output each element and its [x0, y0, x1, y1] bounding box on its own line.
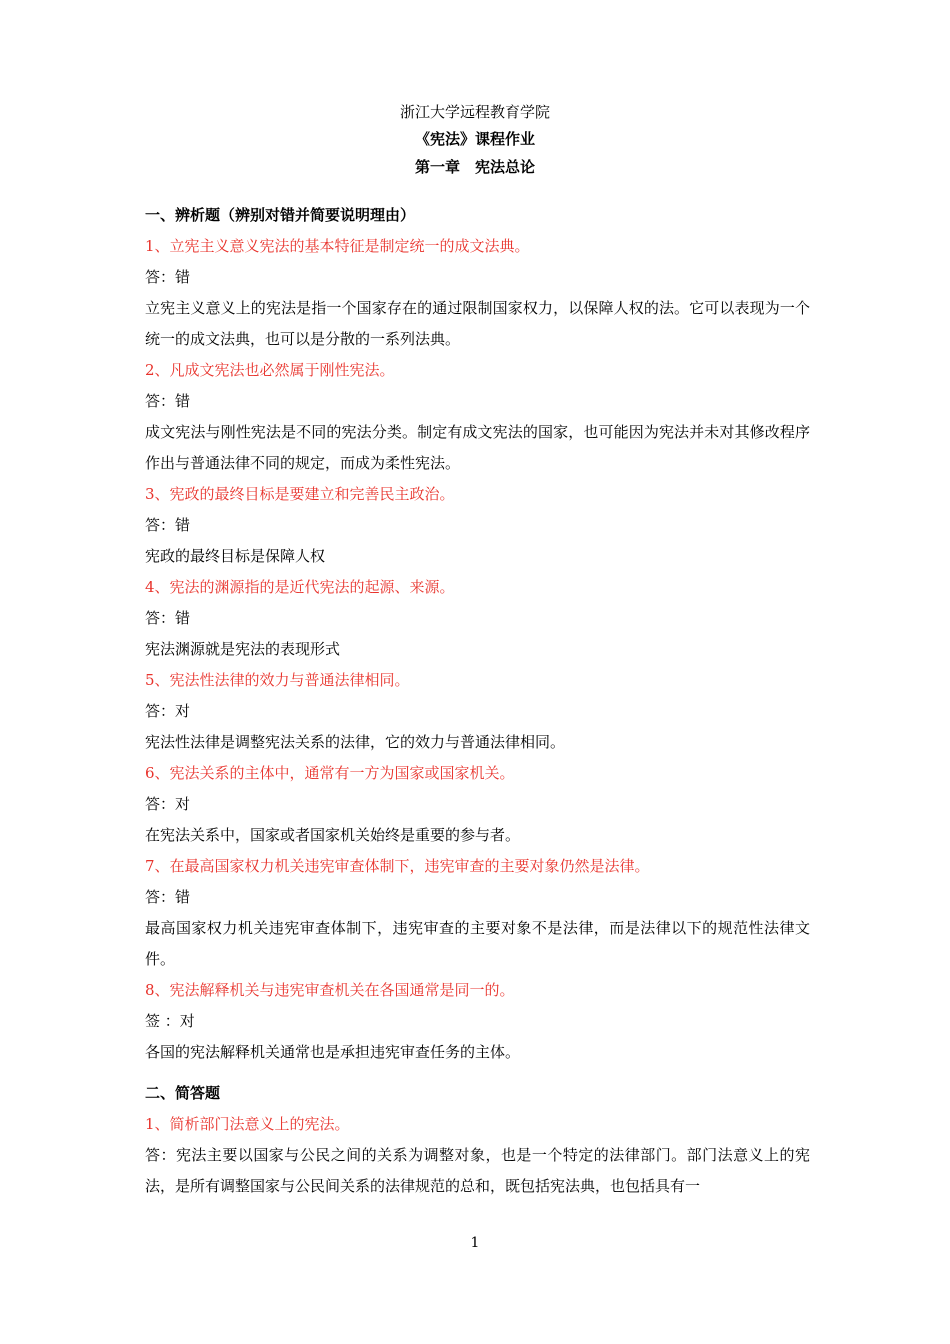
explanation-text: 各国的宪法解释机关通常也是承担违宪审查任务的主体。	[145, 1043, 521, 1061]
question-text: 8、宪法解释机关与违宪审查机关在各国通常是同一的。	[145, 981, 515, 999]
answer-text: 答：错	[145, 888, 191, 906]
answer-text: 答：对	[145, 795, 191, 813]
explanation-text: 宪法性法律是调整宪法关系的法律，它的效力与普通法律相同。	[145, 733, 566, 751]
question-item	[145, 1109, 810, 1202]
question-item	[145, 572, 810, 665]
question-text: 1、立宪主义意义宪法的基本特征是制定统一的成文法典。	[145, 237, 530, 255]
answer-text: 答：对	[145, 702, 191, 720]
explanation-text: 宪法渊源就是宪法的表现形式	[145, 640, 341, 658]
question-text: 3、宪政的最终目标是要建立和完善民主政治。	[145, 485, 455, 503]
section-heading-short-answer: 二、简答题	[145, 1084, 221, 1102]
question-item	[145, 479, 810, 572]
explanation-text: 在宪法关系中，国家或者国家机关始终是重要的参与者。	[145, 826, 521, 844]
explanation-text: 成文宪法与刚性宪法是不同的宪法分类。制定有成文宪法的国家，也可能因为宪法并未对其修改程序作出与普通法律不同的规定，而成为柔性宪法。	[145, 423, 810, 472]
answer-text: 签 ：对	[145, 1012, 195, 1030]
question-text: 6、宪法关系的主体中，通常有一方为国家或国家机关。	[145, 764, 515, 782]
answer-text: 答：错	[145, 392, 191, 410]
question-item	[145, 231, 810, 355]
institution-title: 浙江大学远程教育学院	[399, 103, 550, 121]
answer-text: 答：错	[145, 268, 191, 286]
explanation-text: 立宪主义意义上的宪法是指一个国家存在的通过限制国家权力，以保障人权的法。它可以表现为一个统一的成文法典，也可以是分散的一系列法典。	[145, 299, 810, 348]
document-body	[145, 200, 810, 1202]
chapter-title: 第一章 宪法总论	[414, 158, 535, 176]
question-item	[145, 665, 810, 758]
section-spacer	[145, 1068, 810, 1078]
question-item	[145, 851, 810, 975]
question-item	[145, 975, 810, 1068]
question-text: 1、简析部门法意义上的宪法。	[145, 1115, 350, 1133]
answer-paragraph: 答：宪法主要以国家与公民之间的关系为调整对象，也是一个特定的法律部门。部门法意义上的宪法，是所有调整国家与公民间关系的法律规范的总和，既包括宪法典，也包括具有一	[145, 1146, 810, 1195]
answer-text: 答：错	[145, 516, 191, 534]
question-text: 7、在最高国家权力机关违宪审查体制下，违宪审查的主要对象仍然是法律。	[145, 857, 650, 875]
explanation-text: 宪政的最终目标是保障人权	[145, 547, 326, 565]
question-item	[145, 355, 810, 479]
explanation-text: 最高国家权力机关违宪审查体制下，违宪审查的主要对象不是法律，而是法律以下的规范性法律文件。	[145, 919, 810, 968]
section-heading-analysis: 一、辨析题（辨别对错并简要说明理由）	[145, 206, 416, 224]
question-text: 2、凡成文宪法也必然属于刚性宪法。	[145, 361, 395, 379]
question-item	[145, 758, 810, 851]
question-text: 5、宪法性法律的效力与普通法律相同。	[145, 671, 410, 689]
question-text: 4、宪法的渊源指的是近代宪法的起源、来源。	[145, 578, 455, 596]
page-number: 1	[470, 1235, 480, 1251]
answer-text: 答：错	[145, 609, 191, 627]
course-title: 《宪法》课程作业	[414, 130, 535, 148]
